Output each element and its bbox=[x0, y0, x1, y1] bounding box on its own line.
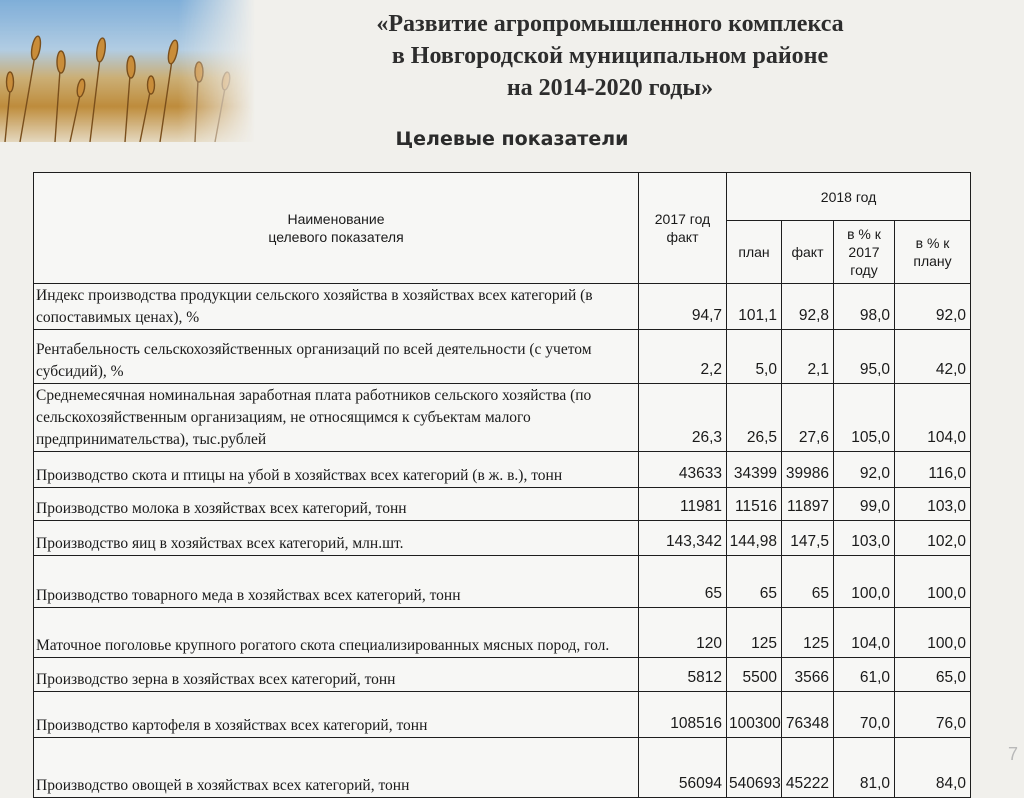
header-plan: план bbox=[727, 221, 782, 284]
plan-2018-cell: 5,0 bbox=[727, 330, 782, 384]
header-2017-fact: 2017 год факт bbox=[639, 173, 727, 284]
value-2017-cell: 26,3 bbox=[639, 384, 727, 452]
fact-2018-cell: 39986 bbox=[782, 452, 834, 488]
header-pct-plan: в % к плану bbox=[895, 221, 971, 284]
fact-2018-cell: 147,5 bbox=[782, 521, 834, 556]
pct-plan-cell: 42,0 bbox=[895, 330, 971, 384]
pct-plan-cell: 84,0 bbox=[895, 738, 971, 798]
header-indicator-name bbox=[34, 173, 639, 284]
table-body bbox=[34, 284, 971, 798]
pct-plan-cell: 102,0 bbox=[895, 521, 971, 556]
pct-plan-cell: 76,0 bbox=[895, 692, 971, 738]
pct-2017-cell: 92,0 bbox=[834, 452, 895, 488]
plan-2018-cell: 100300 bbox=[727, 692, 782, 738]
header-name-line-2: целевого показателя bbox=[268, 229, 404, 245]
pct-plan-cell: 65,0 bbox=[895, 658, 971, 692]
table-row bbox=[34, 521, 971, 556]
header-2018: 2018 год bbox=[727, 173, 971, 221]
pct-2017-cell: 70,0 bbox=[834, 692, 895, 738]
pct-2017-cell: 105,0 bbox=[834, 384, 895, 452]
fact-2018-cell: 65 bbox=[782, 556, 834, 608]
page-title bbox=[260, 8, 960, 104]
value-2017-cell: 2,2 bbox=[639, 330, 727, 384]
pct-2017-cell: 95,0 bbox=[834, 330, 895, 384]
table-row bbox=[34, 556, 971, 608]
value-2017-cell: 108516 bbox=[639, 692, 727, 738]
value-2017-cell: 11981 bbox=[639, 488, 727, 521]
table-row bbox=[34, 284, 971, 330]
pct-plan-cell: 92,0 bbox=[895, 284, 971, 330]
table-row bbox=[34, 738, 971, 798]
pct-2017-cell: 99,0 bbox=[834, 488, 895, 521]
value-2017-cell: 65 bbox=[639, 556, 727, 608]
table-row bbox=[34, 488, 971, 521]
pct-plan-cell: 103,0 bbox=[895, 488, 971, 521]
indicator-name-cell: Индекс производства продукции сельского хозяйства в хозяйствах всех категорий (в сопоставимых ценах), % bbox=[34, 284, 639, 330]
pct-2017-cell: 100,0 bbox=[834, 556, 895, 608]
plan-2018-cell: 26,5 bbox=[727, 384, 782, 452]
table-row bbox=[34, 330, 971, 384]
fact-2018-cell: 11897 bbox=[782, 488, 834, 521]
indicator-name-cell: Производство овощей в хозяйствах всех категорий, тонн bbox=[34, 738, 639, 798]
indicator-name-cell: Производство яиц в хозяйствах всех категорий, млн.шт. bbox=[34, 521, 639, 556]
title-line-3: на 2014-2020 годы» bbox=[506, 75, 714, 101]
value-2017-cell: 94,7 bbox=[639, 284, 727, 330]
plan-2018-cell: 540693 bbox=[727, 738, 782, 798]
fact-2018-cell: 92,8 bbox=[782, 284, 834, 330]
indicator-name-cell: Производство зерна в хозяйствах всех категорий, тонн bbox=[34, 658, 639, 692]
pct-plan-cell: 100,0 bbox=[895, 608, 971, 658]
fact-2018-cell: 27,6 bbox=[782, 384, 834, 452]
value-2017-cell: 43633 bbox=[639, 452, 727, 488]
fact-2018-cell: 45222 bbox=[782, 738, 834, 798]
table-row bbox=[34, 384, 971, 452]
fact-2018-cell: 76348 bbox=[782, 692, 834, 738]
indicator-name-cell: Производство картофеля в хозяйствах всех категорий, тонн bbox=[34, 692, 639, 738]
plan-2018-cell: 144,98 bbox=[727, 521, 782, 556]
plan-2018-cell: 101,1 bbox=[727, 284, 782, 330]
indicator-name-cell: Производство товарного меда в хозяйствах всех категорий, тонн bbox=[34, 556, 639, 608]
pct-plan-cell: 104,0 bbox=[895, 384, 971, 452]
pct-plan-cell: 100,0 bbox=[895, 556, 971, 608]
pct-2017-cell: 98,0 bbox=[834, 284, 895, 330]
fact-2018-cell: 2,1 bbox=[782, 330, 834, 384]
plan-2018-cell: 125 bbox=[727, 608, 782, 658]
plan-2018-cell: 65 bbox=[727, 556, 782, 608]
pct-2017-cell: 104,0 bbox=[834, 608, 895, 658]
plan-2018-cell: 34399 bbox=[727, 452, 782, 488]
wheat-field-image bbox=[0, 0, 255, 142]
table-row bbox=[34, 658, 971, 692]
table-row bbox=[34, 608, 971, 658]
indicator-name-cell: Маточное поголовье крупного рогатого скота специализированных мясных пород, гол. bbox=[34, 608, 639, 658]
indicator-name-cell: Среднемесячная номинальная заработная плата работников сельского хозяйства (по сельскохозяйственным организациям, не относящимся к субъектам малого предпринимательства), тыс.рублей bbox=[34, 384, 639, 452]
indicator-name-cell: Производство молока в хозяйствах всех категорий, тонн bbox=[34, 488, 639, 521]
plan-2018-cell: 11516 bbox=[727, 488, 782, 521]
indicator-name-cell: Рентабельность сельскохозяйственных организаций по всей деятельности (с учетом субсидий), % bbox=[34, 330, 639, 384]
fact-2018-cell: 3566 bbox=[782, 658, 834, 692]
pct-plan-cell: 116,0 bbox=[895, 452, 971, 488]
indicator-name-cell: Производство скота и птицы на убой в хозяйствах всех категорий (в ж. в.), тонн bbox=[34, 452, 639, 488]
plan-2018-cell: 5500 bbox=[727, 658, 782, 692]
title-line-2: в Новгородской муниципальном районе bbox=[391, 43, 829, 69]
table-row bbox=[34, 692, 971, 738]
table-row bbox=[34, 452, 971, 488]
header-name-line-1: Наименование bbox=[287, 211, 385, 227]
value-2017-cell: 120 bbox=[639, 608, 727, 658]
fact-2018-cell: 125 bbox=[782, 608, 834, 658]
header-fact: факт bbox=[782, 221, 834, 284]
pct-2017-cell: 61,0 bbox=[834, 658, 895, 692]
pct-2017-cell: 81,0 bbox=[834, 738, 895, 798]
title-line-1: «Развитие агропромышленного комплекса bbox=[376, 11, 844, 37]
indicators-table bbox=[33, 172, 971, 798]
section-subtitle: Целевые показатели bbox=[395, 128, 629, 150]
page-number: 7 bbox=[1007, 744, 1018, 764]
header-pct-2017: в % к 2017 году bbox=[834, 221, 895, 284]
pct-2017-cell: 103,0 bbox=[834, 521, 895, 556]
value-2017-cell: 5812 bbox=[639, 658, 727, 692]
value-2017-cell: 143,342 bbox=[639, 521, 727, 556]
value-2017-cell: 56094 bbox=[639, 738, 727, 798]
